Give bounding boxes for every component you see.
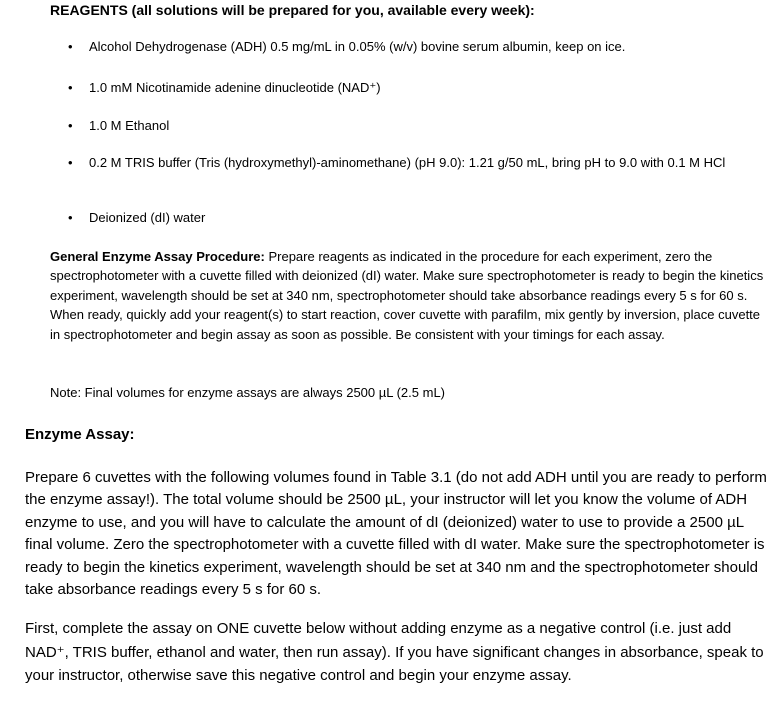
reagent-text: Deionized (dI) water	[89, 210, 206, 225]
enzyme-assay-heading: Enzyme Assay:	[25, 426, 135, 443]
reagent-item-tris	[68, 153, 769, 172]
reagent-text: Alcohol Dehydrogenase (ADH) 0.5 mg/mL in 0.05% (w/v) bovine serum albumin, keep on ice.	[89, 39, 626, 54]
reagent-item-nad	[68, 78, 769, 97]
general-procedure-text: Prepare reagents as indicated in the procedure for each experiment, zero the spectrophotometer with a cuvette filled with deionized (dI) water. Make sure spectrophotometer is ready to begin the kinetics experiment, wavelength should be set at 340 nm, spectrophotometer should take absorbance readings every 5 s for 60 s. When ready, quickly add your reagent(s) to start reaction, cover cuvette with parafilm, mix gently by inversion, place cuvette in spectrophotometer and begin assay as soon as possible. Be consistent with your timings for each assay.	[50, 249, 764, 342]
reagent-text: 1.0 mM Nicotinamide adenine dinucleotide (NAD⁺)	[89, 80, 381, 95]
general-procedure-paragraph	[50, 247, 765, 344]
bullet-icon: •	[68, 210, 73, 225]
bullet-icon: •	[68, 118, 73, 133]
reagents-heading: REAGENTS (all solutions will be prepared for you, available every week):	[50, 2, 535, 18]
general-procedure-label: General Enzyme Assay Procedure:	[50, 249, 265, 264]
negative-control-paragraph: First, complete the assay on ONE cuvette below without adding enzyme as a negative control (i.e. just add NAD⁺, TRIS buffer, ethanol and water, then run assay). If you have significant changes in absorbance, speak to your instructor, otherwise save this negative control and begin your enzyme assay.	[25, 620, 764, 685]
reagent-item-ethanol	[68, 116, 769, 135]
reagent-text: 0.2 M TRIS buffer (Tris (hydroxymethyl)-aminomethane) (pH 9.0): 1.21 g/50 mL, bring pH to 9.0 with 0.1 M HCl	[89, 155, 726, 170]
bullet-icon: •	[68, 39, 73, 54]
final-volume-note: Note: Final volumes for enzyme assays are always 2500 µL (2.5 mL)	[50, 385, 446, 400]
bullet-icon: •	[68, 80, 73, 95]
enzyme-assay-paragraph: Prepare 6 cuvettes with the following volumes found in Table 3.1 (do not add ADH until you are ready to perform the enzyme assay!). The total volume should be 2500 µL, your instructor will let you know the volume of ADH enzyme to use, and you will have to calculate the amount of dI (deionized) water to use to provide a 2500 µL final volume. Zero the spectrophotometer with a cuvette filled with dI water. Make sure the spectrophotometer is ready to begin the kinetics experiment, wavelength should be set at 340 nm and the spectrophotometer should take absorbance readings every 5 s for 60 s.	[25, 469, 767, 599]
reagent-item-adh	[68, 37, 769, 56]
reagent-text: 1.0 M Ethanol	[89, 118, 170, 133]
reagent-item-water	[68, 208, 769, 227]
bullet-icon: •	[68, 155, 73, 170]
